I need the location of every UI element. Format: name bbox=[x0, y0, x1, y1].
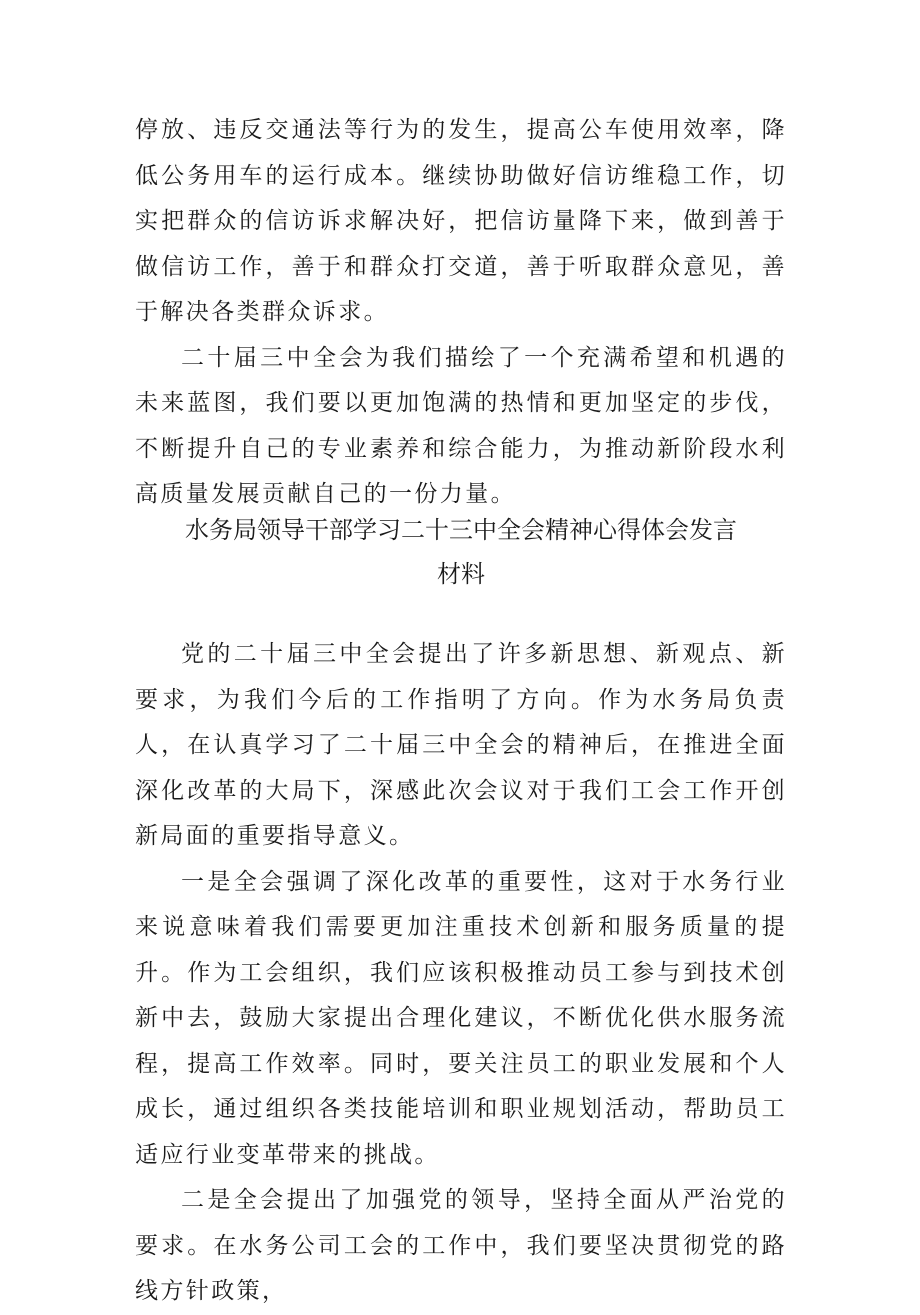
article-body bbox=[135, 632, 787, 1315]
paragraph-point-one: 一是全会强调了深化改革的重要性，这对于水务行业来说意味着我们需要更加注重技术创新和服务质量的提升。作为工会组织，我们应该积极推动员工参与到技术创新中去，鼓励大家提出合理化建议，不断优化供水服务流程，提高工作效率。同时，要关注员工的职业发展和个人成长，通过组织各类技能培训和职业规划活动，帮助员工适应行业变革带来的挑战。 bbox=[135, 868, 787, 1168]
title-line-1: 水务局领导干部学习二十三中全会精神心得体会发言 bbox=[185, 516, 737, 544]
paragraph-continuation: 停放、违反交通法等行为的发生，提高公车使用效率，降低公务用车的运行成本。继续协助做好信访维稳工作，切实把群众的信访诉求解决好，把信访量降下来，做到善于做信访工作，善于和群众打交道，善于听取群众意见，善于解决各类群众诉求。 bbox=[135, 117, 787, 325]
title-line-2: 材料 bbox=[437, 560, 485, 588]
article-title bbox=[135, 508, 787, 596]
continuation-text bbox=[135, 108, 787, 518]
paragraph-point-two: 二是全会提出了加强党的领导，坚持全面从严治党的要求。在水务公司工会的工作中，我们要坚决贯彻党的路线方针政策， bbox=[135, 1187, 787, 1304]
paragraph-closing: 二十届三中全会为我们描绘了一个充满希望和机遇的未来蓝图，我们要以更加饱满的热情和更加坚定的步伐，不断提升自己的专业素养和综合能力，为推动新阶段水利高质量发展贡献自己的一份力量。 bbox=[135, 344, 787, 507]
paragraph-intro: 党的二十届三中全会提出了许多新思想、新观点、新要求，为我们今后的工作指明了方向。作为水务局负责人，在认真学习了二十届三中全会的精神后，在推进全面深化改革的大局下，深感此次会议对于我们工会工作开创新局面的重要指导意义。 bbox=[135, 641, 787, 849]
